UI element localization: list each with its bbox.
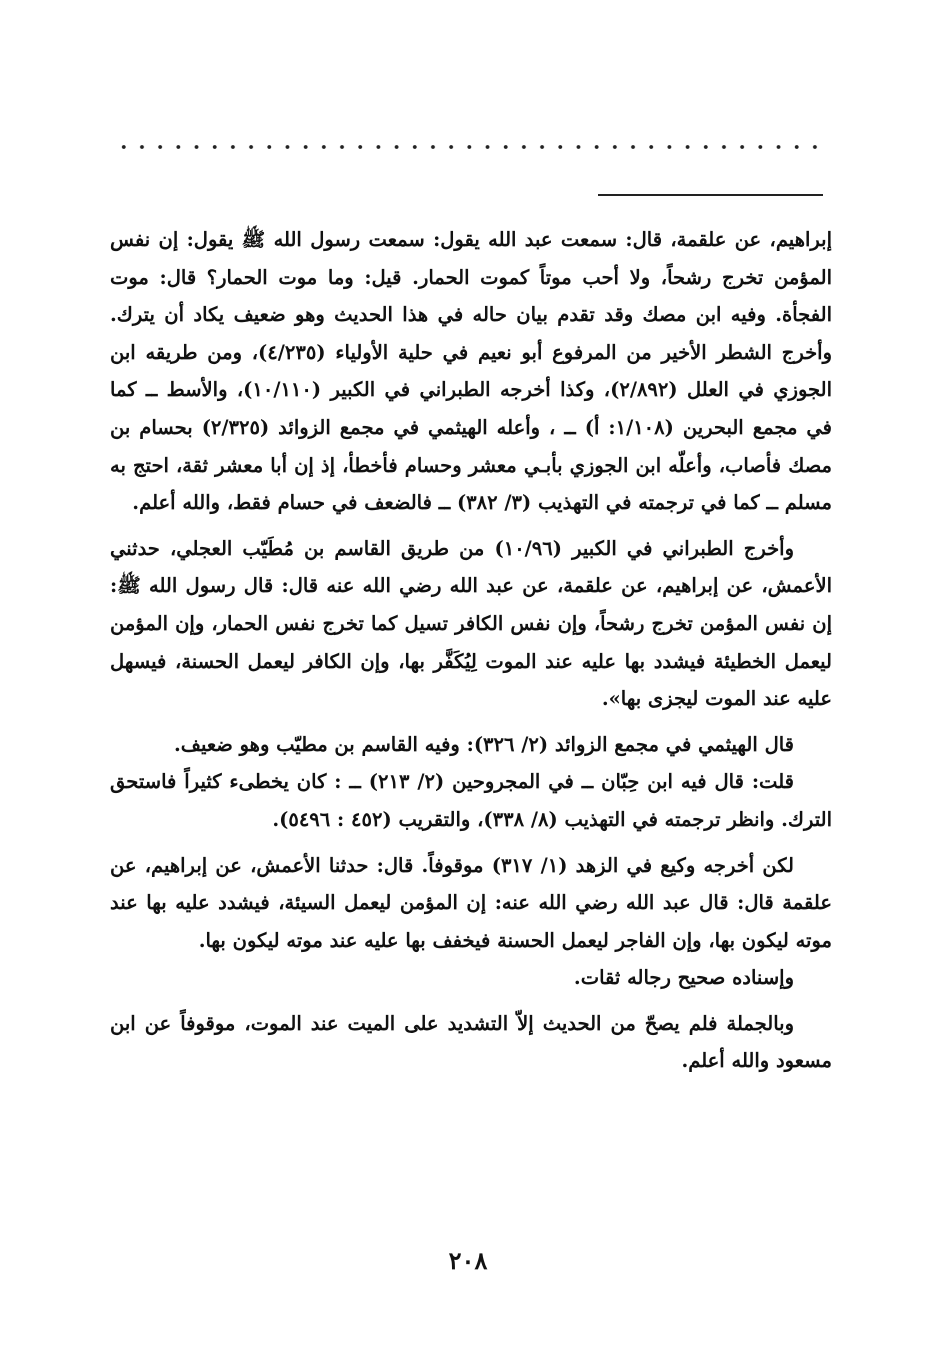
page-number: ٢٠٨ (448, 1246, 488, 1275)
paragraph-6: وإسناده صحيح رجاله ثقات. (573, 966, 794, 990)
paragraph-4: قلت: قال فيه ابن حِبّان ــ في المجروحين (٢/ ٢١٣) ــ : كان يخطىء كثيراً فاستحق الترك. وانظر ترجمته في التهذيب (٨/ ٣٣٨)، والتقريب (٤٥٢ : ٥٤٩٦). (110, 770, 832, 831)
paragraph-2: وأخرج الطبراني في الكبير (١٠/٩٦) من طريق القاسم بن مُطَيّب العجلي، حدثني الأعمش، عن إبراهيم، عن علقمة، عن عبد الله رضي الله عنه قال: قال رسول الله ﷺ: إن نفس المؤمن تخرج رشحاً، وإن نفس الكافر تسيل كما تخرج نفس الحمار، وإن المؤمن ليعمل الخطيئة فيشدد بها عليه عند الموت لِيُكَفَّر بها، وإن الكافر ليعمل الحسنة، فيسهل عليه عند الموت ليجزى بها». (110, 536, 832, 711)
paragraph-5: لكن أخرجه وكيع في الزهد (١/ ٣١٧) موقوفاً. قال: حدثنا الأعمش، عن إبراهيم، عن علقمة قال: قال عبد الله رضي الله عنه: إن المؤمن ليعمل السيئة، فيشدد عليه بها عند موته ليكون بها، وإن الفاجر ليعمل الحسنة فيخفف بها عليه عند موته ليكون بها. (110, 853, 832, 952)
paragraph-7: وبالجملة فلم يصحّ من الحديث إلاّ التشديد على الميت عند الموت، موقوفاً عن ابن مسعود والله أعلم. (110, 1011, 832, 1073)
paragraph-3: قال الهيثمي في مجمع الزوائد (٢/ ٣٢٦): وفيه القاسم بن مطيّب وهو ضعيف. (173, 732, 794, 756)
footnote-body (110, 221, 832, 1080)
paragraph-1: إبراهيم، عن علقمة، قال: سمعت عبد الله يقول: سمعت رسول الله ﷺ يقول: إن نفس المؤمن تخرج رشحاً، ولا أحب موتاً كموت الحمار. قيل: وما موت الحمار؟ قال: موت الفجأة. وفيه ابن مصك وقد تقدم بيان حاله في هذا الحديث وهو ضعيف يكاد أن يترك. وأخرج الشطر الأخير من المرفوع أبو نعيم في حلية الأولياء (٤/٢٣٥)، ومن طريقه ابن الجوزي في العلل (٢/٨٩٢)، وكذا أخرجه الطبراني في الكبير (١٠/١١٠)، والأسط ــ كما في مجمع البحرين (١/١٠٨: أ) ــ ، وأعله الهيثمي في مجمع الزوائد (٢/٣٢٥) بحسام بن مصك فأصاب، وأعلّه ابن الجوزي بأبـي معشر وحسام فأخطأ، إذ إن أبا معشر ثقة، احتج به مسلم ــ كما في ترجمته في التهذيب (٣/ ٣٨٢) ــ فالضعف في حسام فقط، والله أعلم. (110, 228, 833, 515)
footnote-rule (598, 194, 823, 196)
dotted-separator (112, 140, 824, 154)
